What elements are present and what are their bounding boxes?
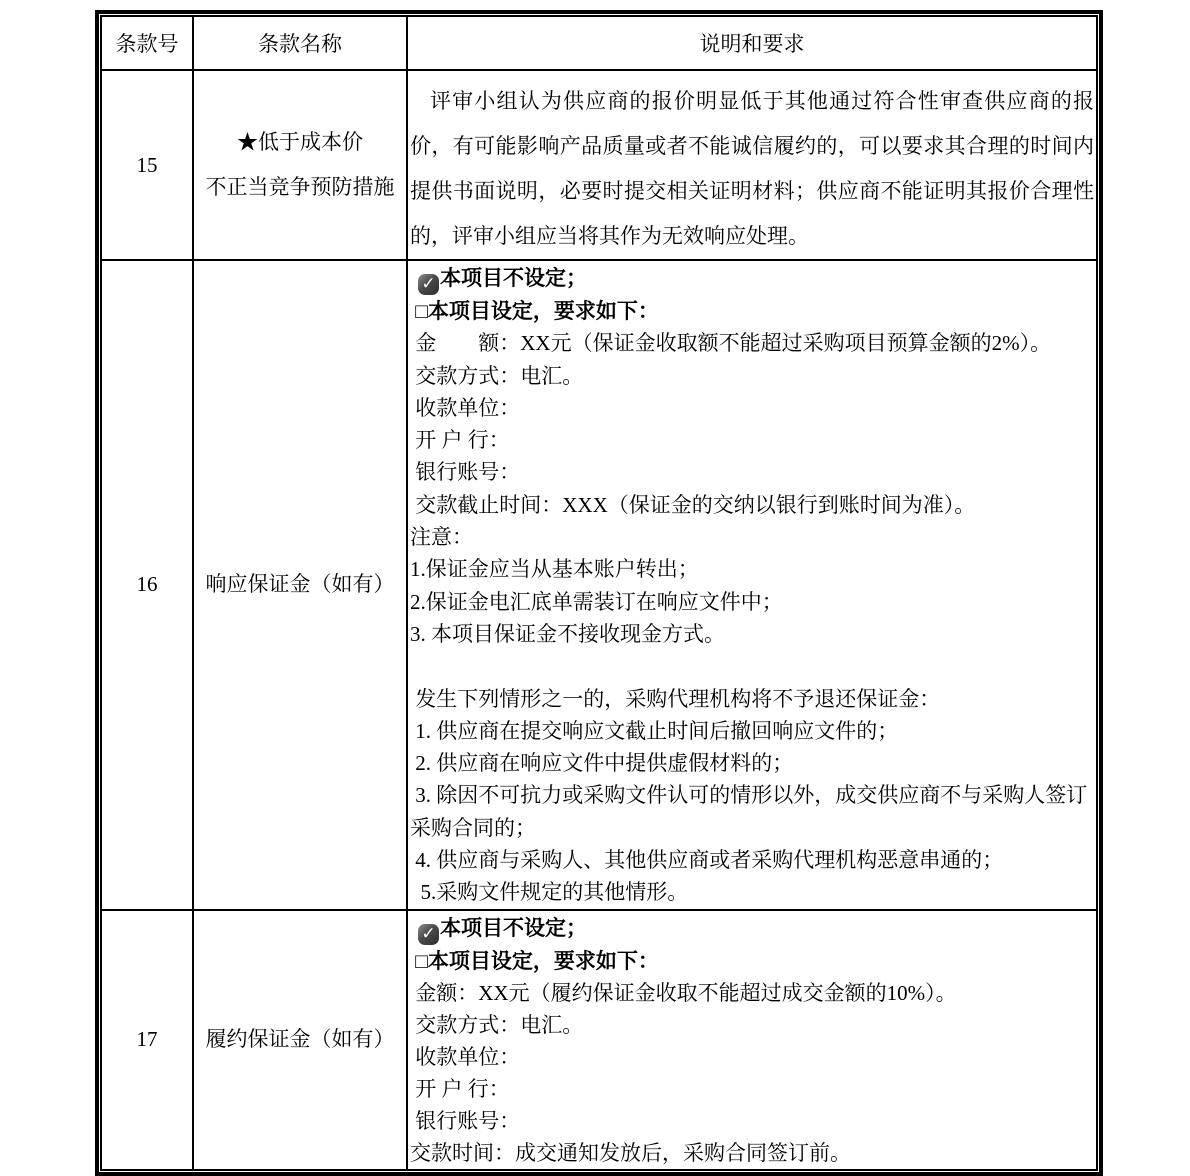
clause-description-cell [407, 910, 1097, 1171]
description-line [410, 295, 1096, 327]
description-line [410, 945, 1096, 977]
clause-name-cell [193, 260, 407, 910]
description-line [410, 521, 1096, 553]
clause-name-line: 不正当竞争预防措施 [205, 175, 395, 199]
description-text: 5.采购文件规定的其他情形。 [410, 880, 689, 905]
clause-table-header [101, 16, 1097, 70]
description-text: 的，评审小组应当将其作为无效响应处理。 [410, 224, 809, 248]
description-text: 3. 除因不可抗力或采购文件认可的情形以外，成交供应商不与采购人签订 [410, 783, 1088, 808]
description-text: 金 额：XX元（保证金收取额不能超过采购项目预算金额的2%）。 [410, 331, 1052, 356]
description-text: 交款方式：电汇。 [410, 363, 584, 388]
description-text: 金额：XX元（履约保证金收取不能超过成交金额的10%）。 [410, 980, 957, 1005]
clause-number-cell: 17 [101, 910, 193, 1171]
description-text: 开 户 行： [410, 428, 510, 453]
header-description: 说明和要求 [407, 16, 1097, 70]
table-row [101, 70, 1097, 260]
description-line [410, 844, 1096, 876]
description-text: 评审小组认为供应商的报价明显低于其他通过符合性审查供应商的报 [430, 89, 1094, 113]
clause-description-cell [407, 70, 1097, 260]
description-text: 交款截止时间：XXX（保证金的交纳以银行到账时间为准）。 [410, 492, 976, 517]
description-text: 4. 供应商与采购人、其他供应商或者采购代理机构恶意串通的； [410, 848, 1004, 873]
description-text: 2.保证金电汇底单需装订在响应文件中； [410, 589, 783, 614]
description-text: 注意： [410, 525, 473, 550]
clause-table-frame [95, 10, 1103, 1176]
clause-description-cell [407, 260, 1097, 910]
description-line [410, 812, 1096, 844]
description-line [410, 747, 1096, 779]
description-text: 银行账号： [410, 1109, 521, 1134]
table-row [101, 260, 1097, 910]
description-text: 银行账号： [410, 460, 521, 485]
description-line [410, 392, 1096, 424]
description-line [410, 683, 1096, 715]
clause-name-cell [193, 70, 407, 260]
description-line [410, 618, 1096, 650]
description-line [410, 650, 1096, 682]
description-text: 交款时间：成交通知发放后，采购合同签订前。 [410, 1141, 851, 1166]
clause-name-cell [193, 910, 407, 1171]
description-line [410, 424, 1096, 456]
description-line [410, 779, 1096, 811]
description-line [410, 489, 1096, 521]
description-text [410, 654, 415, 678]
description-text: 2. 供应商在响应文件中提供虚假材料的； [410, 751, 794, 776]
clause-number-cell: 15 [101, 70, 193, 260]
description-text: 本项目不设定； [440, 915, 587, 940]
description-text: 收款单位： [410, 395, 521, 420]
description-line [410, 586, 1096, 618]
description-line [410, 1105, 1096, 1137]
description-line [410, 553, 1096, 585]
description-line [410, 715, 1096, 747]
clause-name-line: 履约保证金（如有） [205, 1027, 395, 1052]
clause-table [100, 15, 1098, 1171]
description-line [410, 79, 1094, 124]
clause-name-line: ★低于成本价 [237, 130, 363, 154]
description-text: □本项目设定，要求如下： [410, 948, 659, 973]
clause-number-cell: 16 [101, 260, 193, 910]
checkbox-checked-icon: ✓ [418, 924, 439, 945]
checkbox-checked-icon: ✓ [418, 274, 439, 295]
description-line [410, 1073, 1096, 1105]
description-line [410, 912, 1096, 945]
clause-name-line: 响应保证金（如有） [205, 572, 395, 597]
description-text: 发生下列情形之一的，采购代理机构将不予退还保证金： [410, 686, 941, 711]
description-line [410, 169, 1094, 214]
description-text: 采购合同的； [410, 815, 536, 840]
description-text: 提供书面说明，必要时提交相关证明材料；供应商不能证明其报价合理性 [410, 179, 1094, 203]
description-text: 1. 供应商在提交响应文截止时间后撤回响应文件的； [410, 718, 899, 743]
description-line [410, 977, 1096, 1009]
description-text: 开 户 行： [410, 1077, 510, 1102]
description-text: 收款单位： [410, 1044, 521, 1069]
description-text: □本项目设定，要求如下： [410, 299, 659, 323]
description-text: 价，有可能影响产品质量或者不能诚信履约的，可以要求其合理的时间内 [410, 134, 1094, 158]
header-row [101, 16, 1097, 70]
clause-table-body [101, 70, 1097, 1170]
description-line [410, 124, 1094, 169]
description-line [410, 1009, 1096, 1041]
description-text: 1.保证金应当从基本账户转出； [410, 557, 699, 582]
description-line [410, 456, 1096, 488]
header-clause-name: 条款名称 [193, 16, 407, 70]
description-text: 3. 本项目保证金不接收现金方式。 [410, 621, 725, 646]
description-text: 交款方式：电汇。 [410, 1012, 584, 1037]
description-line [410, 214, 1094, 259]
description-line [410, 1137, 1096, 1169]
description-line [410, 262, 1096, 295]
description-line [410, 327, 1096, 359]
table-row [101, 910, 1097, 1171]
description-line [410, 360, 1096, 392]
description-line [410, 1041, 1096, 1073]
header-clause-no: 条款号 [101, 16, 193, 70]
description-line [410, 876, 1096, 908]
description-text: 本项目不设定； [440, 266, 587, 290]
